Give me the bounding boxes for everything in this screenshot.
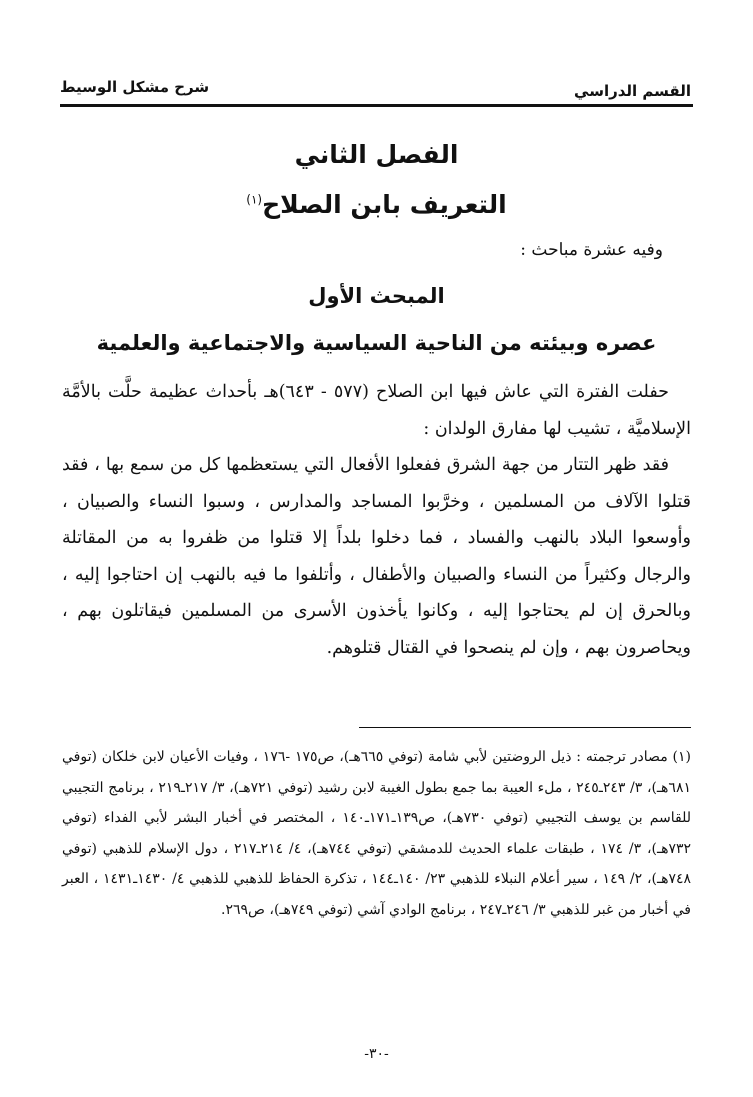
chapter-title: الفصل الثاني xyxy=(294,140,459,169)
chapter-subtitle-text: التعريف بابن الصلاح xyxy=(262,190,507,219)
body-text xyxy=(62,374,691,666)
section-subtitle: عصره وبيئته من الناحية السياسية والاجتماعية والعلمية xyxy=(96,331,657,355)
footnote-marker[interactable]: (١) xyxy=(246,192,263,207)
section-title: المبحث الأول xyxy=(308,284,445,308)
body-paragraph-2: فقد ظهر التتار من جهة الشرق ففعلوا الأفعال التي يستعظمها كل من سمع بها ، فقد قتلوا الآلاف من المسلمين ، وخرَّبوا المساجد والمدارس ، وسبوا النساء والصبيان ، وأوسعوا البلاد بالنهب والفساد ، فما دخلوا بلداً إلا قتلوا من ظفروا به من المقاتلة والرجال وكثيراً من النساء والصبيان والأطفال ، وأتلفوا ما فيه بالنهب إن احتاجوا إليه ، وبالحرق إن لم يحتاجوا إليه ، وكانوا يأخذون الأسرى من المسلمين فيقاتلون بهم ، ويحاصرون بهم ، وإن لم ينصحوا في القتال قتلوهم. xyxy=(62,455,691,658)
footnote-1: (١) مصادر ترجمته : ذيل الروضتين لأبي شامة (توفي ٦٦٥هـ)، ص١٧٥ -١٧٦ ، وفيات الأعيان لابن خلكان (توفي ٦٨١هـ)، ٣/ ٢٤٣ـ٢٤٥ ، ملء العيبة بما جمع بطول الغيبة لابن رشيد (توفي ٧٢١هـ)، ٣/ ٢١٧ـ٢١٩ ، برنامج التجيبي للقاسم بن يوسف التجيبي (توفي ٧٣٠هـ)، ص١٣٩ـ١٧١ـ١٤٠ ، المختصر في أخبار البشر لأبي الفداء (توفي ٧٣٢هـ)، ٣/ ١٧٤ ، طبقات علماء الحديث للدمشقي (توفي ٧٤٤هـ)، ٤/ ٢١٤ـ٢١٧ ، دول الإسلام للذهبي (توفي ٧٤٨هـ)، ٢/ ١٤٩ ، سير أعلام النبلاء للذهبي ٢٣/ ١٤٠ـ١٤٤ ، تذكرة الحفاظ للذهبي للذهبي ٤/ ١٤٣٠ـ١٤٣١ ، العبر في أخبار من غبر للذهبي ٣/ ٢٤٦ـ٢٤٧ ، برنامج الوادي آشي (توفي ٧٤٩هـ)، ص٢٦٩. xyxy=(62,749,692,918)
footnote-rule xyxy=(359,727,691,728)
header-section-name: القسم الدراسي xyxy=(574,82,691,100)
running-header xyxy=(60,78,691,106)
footnotes xyxy=(62,742,691,925)
chapter-intro: وفيه عشرة مباحث : xyxy=(520,240,663,260)
header-rule xyxy=(60,104,693,107)
page-number: -٣٠- xyxy=(364,1046,389,1062)
chapter-subtitle xyxy=(0,190,753,219)
body-paragraph-1: حفلت الفترة التي عاش فيها ابن الصلاح (٥٧٧ - ٦٤٣)هـ بأحداث عظيمة حلَّت بالأمَّة الإسلاميَّة ، تشيب لها مفارق الولدان : xyxy=(62,382,691,439)
header-book-title: شرح مشكل الوسيط xyxy=(60,78,210,96)
